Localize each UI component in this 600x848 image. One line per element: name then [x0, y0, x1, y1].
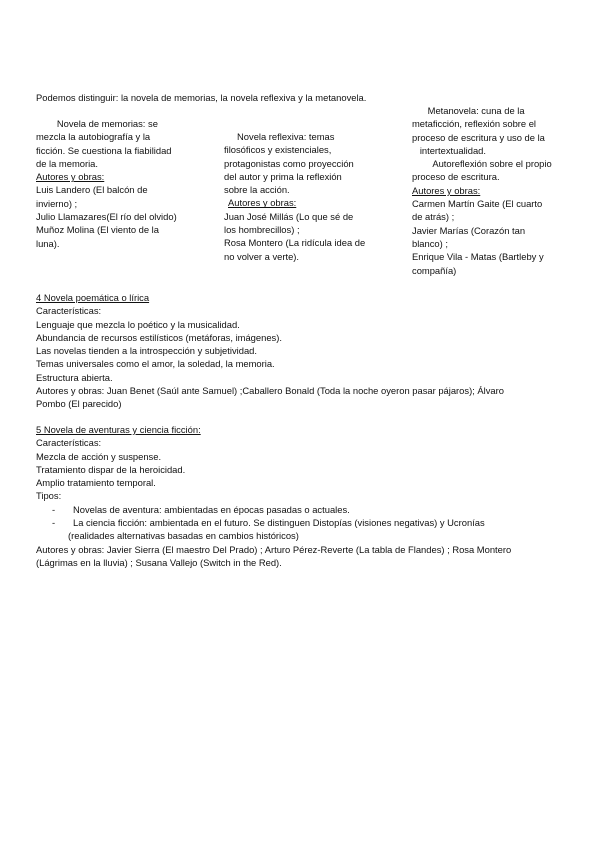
section4-item: Abundancia de recursos estilísticos (metáforas, imágenes).: [36, 331, 282, 343]
col3-work: compañía): [412, 264, 457, 276]
col1-line: de la memoria.: [36, 157, 99, 169]
col1-work: Julio Llamazares(El río del olvido): [36, 211, 177, 223]
col1-line: ficción. Se cuestiona la fiabilidad: [36, 144, 172, 156]
col3-authors-heading: Autores y obras:: [412, 184, 481, 196]
col1-line: Novela de memorias: se: [36, 118, 158, 129]
section4-item: Estructura abierta.: [36, 371, 113, 383]
section5-item: Tratamiento dispar de la heroicidad.: [36, 463, 186, 475]
col2-line: filosóficos y existenciales,: [224, 144, 332, 156]
col1-work: Muñoz Molina (El viento de la: [36, 224, 159, 236]
col1-work: invierno) ;: [36, 197, 78, 209]
col1-line: mezcla la autobiografía y la: [36, 131, 151, 143]
col2-work: no volver a verte).: [224, 250, 300, 262]
col2-line: del autor y prima la reflexión: [224, 170, 342, 182]
column-metanovela: [412, 104, 552, 277]
section-novela-poematica: [36, 291, 504, 411]
col3-work: blanco) ;: [412, 237, 448, 249]
tipo-text: Novelas de aventura: ambientadas en épocas pasadas o actuales.: [73, 503, 350, 515]
section4-item: Lenguaje que mezcla lo poético y la musicalidad.: [36, 318, 240, 330]
col2-work: Rosa Montero (La ridícula idea de: [224, 237, 366, 249]
col3-work: Javier Marías (Corazón tan: [412, 224, 526, 236]
section4-item: Las novelas tienden a la introspección y subjetividad.: [36, 345, 257, 357]
col2-work: los hombrecillos) ;: [224, 224, 300, 236]
bullet-dash: -: [52, 503, 56, 515]
col3-line: Metanovela: cuna de la: [412, 105, 525, 116]
section5-authors: Autores y obras: Javier Sierra (El maestro Del Prado) ; Arturo Pérez-Reverte (La tabla de Flandes) ; Rosa Montero: [36, 543, 512, 555]
section5-tipo-item: [36, 503, 511, 516]
col3-line: Autoreflexión sobre el propio: [412, 158, 552, 170]
tipo-text: La ciencia ficción: ambientada en el futuro. Se distinguen Distopías (visiones negativas) y Ucronías: [73, 517, 485, 529]
col1-work: Luis Landero (El balcón de: [36, 184, 148, 196]
section-aventuras-ciencia-ficcion: [36, 423, 511, 569]
section4-heading: 4 Novela poemática o lírica: [36, 292, 150, 303]
col2-authors-heading: Autores y obras:: [228, 197, 297, 209]
section4-item: Temas universales como el amor, la soledad, la memoria.: [36, 358, 275, 370]
section5-authors: (Lágrimas en la lluvia) ; Susana Vallejo (Switch in the Red).: [36, 556, 282, 568]
col1-work: luna).: [36, 237, 60, 249]
section5-item: Amplio tratamiento temporal.: [36, 477, 156, 489]
section4-char-label: Características:: [36, 305, 102, 317]
col2-line: protagonistas como proyección: [224, 157, 354, 169]
section4-authors: Autores y obras: Juan Benet (Saúl ante Samuel) ;Caballero Bonald (Toda la noche oyeron pasar pájaros); Álvaro: [36, 385, 504, 397]
section4-authors: Pombo (El parecido): [36, 398, 122, 410]
col3-line: proceso de escritura.: [412, 171, 500, 183]
tipo-text-continued: (realidades alternativas basadas en cambios históricos): [68, 530, 299, 542]
bullet-dash: -: [52, 517, 56, 529]
column-reflexiva: [224, 130, 365, 263]
col3-line: metaficción, reflexión sobre el: [412, 118, 537, 130]
col2-line: Novela reflexiva: temas: [224, 131, 335, 142]
col1-authors-heading: Autores y obras:: [36, 171, 105, 183]
col3-line: intertextualidad.: [412, 144, 487, 156]
col3-work: Enrique Vila - Matas (Bartleby y: [412, 251, 544, 263]
col3-work: Carmen Martín Gaite (El cuarto: [412, 198, 543, 210]
section5-heading: 5 Novela de aventuras y ciencia ficción:: [36, 424, 201, 435]
section5-tipos-label: Tipos:: [36, 490, 62, 502]
section5-item: Mezcla de acción y suspense.: [36, 450, 162, 462]
col3-work: de atrás) ;: [412, 211, 455, 223]
section5-char-label: Características:: [36, 437, 102, 449]
column-memorias: [36, 117, 177, 250]
intro-text: Podemos distinguir: la novela de memorias, la novela reflexiva y la metanovela.: [36, 92, 367, 103]
col3-line: proceso de escritura y uso de la: [412, 131, 545, 143]
col2-line: sobre la acción.: [224, 184, 290, 196]
col2-work: Juan José Millás (Lo que sé de: [224, 210, 354, 222]
section5-tipo-item: [36, 516, 511, 529]
